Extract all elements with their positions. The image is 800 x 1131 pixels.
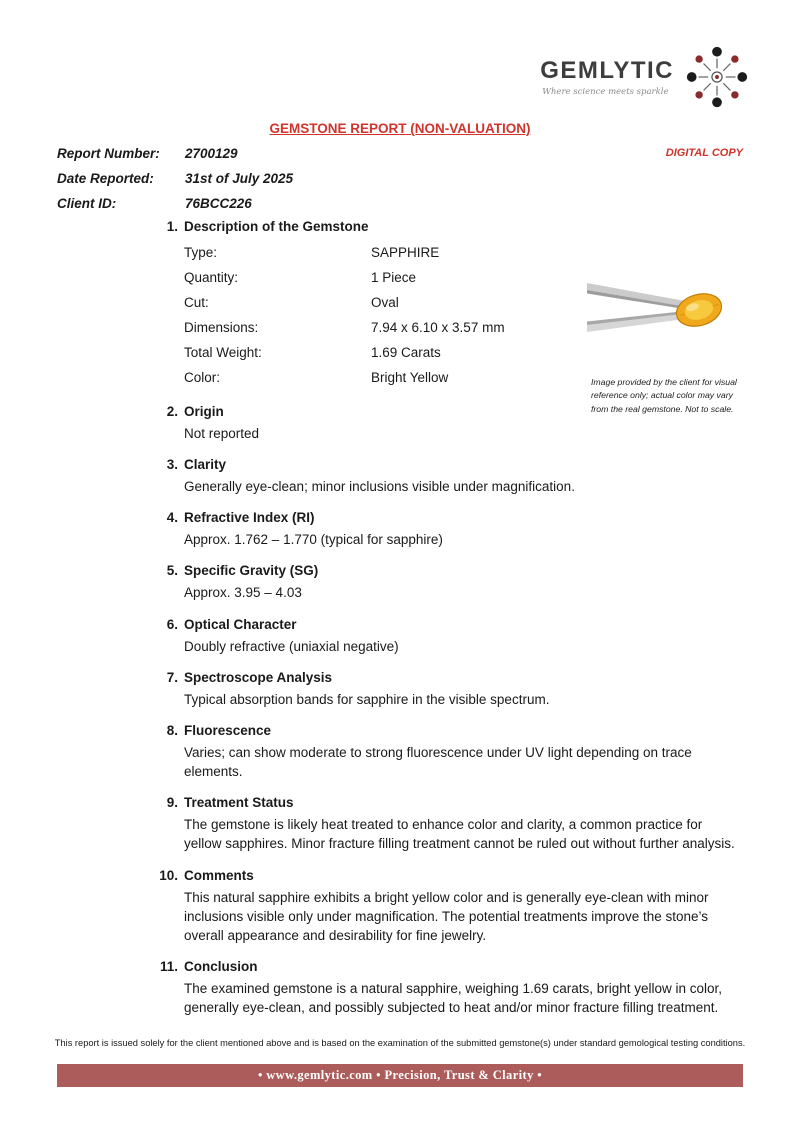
section-title: Comments [184,867,254,883]
brand-name: GEMLYTIC [540,57,674,84]
section-number: 11. [159,959,178,975]
meta-row [57,141,293,166]
section-body: Doubly refractive (uniaxial negative) [184,638,399,654]
field-value: Bright Yellow [371,370,449,385]
section-title: Optical Character [184,616,297,632]
report-section [57,563,743,602]
section-body: Approx. 1.762 – 1.770 (typical for sapphire) [184,532,443,548]
digital-copy-label: DIGITAL COPY [665,147,743,159]
description-field-row [184,240,743,265]
section-heading [57,723,743,738]
section-title: Treatment Status [184,795,294,811]
section-heading [57,457,743,472]
section-heading [57,868,743,883]
section-body: The gemstone is likely heat treated to enhance color and clarity, a common practice for yellow sapphires. Minor fracture filling treatment cannot be ruled out without further analysis. [184,817,735,852]
report-section [57,795,743,853]
section-title: Origin [184,404,224,419]
meta-row [57,191,293,216]
section-title: Description of the Gemstone [184,219,369,234]
section-number: 2. [166,404,178,419]
meta-value: 2700129 [185,146,238,161]
section-body: The examined gemstone is a natural sapphire, weighing 1.69 carats, bright yellow in color, generally eye-clean, and possibly subjected to heat and/or minor fracture filling treatment. [184,981,723,1016]
section-body: Approx. 3.95 – 4.03 [184,585,302,601]
footer-bar: • www.gemlytic.com • Precision, Trust & Clarity • [57,1064,743,1087]
section-body: Varies; can show moderate to strong fluorescence under UV light depending on trace elements. [184,744,692,780]
section-title: Conclusion [184,959,258,975]
field-key: Dimensions: [184,320,259,335]
report-section [57,868,743,945]
field-key: Quantity: [184,270,239,285]
brand-tagline: Where science meets sparkle [542,87,669,97]
field-value: 7.94 x 6.10 x 3.57 mm [371,320,505,335]
section-heading [57,617,743,632]
section-body: Generally eye-clean; minor inclusions visible under magnification. [184,479,575,495]
section-heading [57,795,743,810]
section-title: Specific Gravity (SG) [184,563,319,579]
report-section [57,617,743,656]
section-number: 10. [159,867,178,883]
page-title: GEMSTONE REPORT (NON-VALUATION) [269,121,531,136]
section-heading [57,510,743,525]
meta-row [57,166,293,191]
section-heading [57,959,743,974]
section-number: 4. [166,510,178,526]
section-number: 7. [166,669,178,685]
report-section [57,457,743,496]
section-number: 9. [166,795,178,811]
meta-label: Client ID: [57,196,117,211]
meta-value: 31st of July 2025 [185,171,294,186]
brand-logo-text [540,57,674,97]
section-number: 5. [166,563,178,579]
section-body: Typical absorption bands for sapphire in the visible spectrum. [184,691,550,707]
field-key: Type: [184,245,218,260]
gemlytic-logo-icon [682,42,752,112]
section-title: Clarity [184,457,227,473]
section-number: 6. [166,616,178,632]
section-body: Not reported [184,426,260,441]
report-section [57,510,743,549]
gemstone-image-caption: Image provided by the client for visual reference only; actual color may vary from the real gemstone. Not to scale. [591,377,737,414]
field-key: Total Weight: [184,345,262,360]
gemstone-photo [587,274,727,348]
section-title: Spectroscope Analysis [184,669,333,685]
field-key: Cut: [184,295,209,310]
meta-value: 76BCC226 [185,196,252,211]
section-number: 3. [166,457,178,473]
field-value: SAPPHIRE [371,245,440,260]
field-value: Oval [371,295,399,310]
report-sections [57,404,743,1017]
section-title: Refractive Index (RI) [184,510,315,526]
field-value: 1 Piece [371,270,417,285]
brand-logo [540,42,752,112]
section-heading [57,670,743,685]
gemstone-figure [583,274,741,416]
section-title: Fluorescence [184,722,272,738]
report-section [57,670,743,709]
section-body: This natural sapphire exhibits a bright yellow color and is generally eye-clean with minor inclusions visible only under magnification. The potential treatments improve the stone’s overall appearance and desirability for fine jewelry. [184,889,709,943]
meta-label: Report Number: [57,146,160,161]
field-value: 1.69 Carats [371,345,441,360]
field-key: Color: [184,370,221,385]
report-section [57,959,743,1017]
section-heading [57,563,743,578]
report-meta [57,141,293,216]
footer-disclaimer: This report is issued solely for the client mentioned above and is based on the examination of the submitted gemstone(s) under standard gemological testing conditions. [54,1038,746,1048]
meta-label: Date Reported: [57,171,154,186]
section-number: 8. [166,722,178,738]
section-heading [57,219,743,234]
section-number: 1. [166,219,178,234]
report-section [57,723,743,781]
